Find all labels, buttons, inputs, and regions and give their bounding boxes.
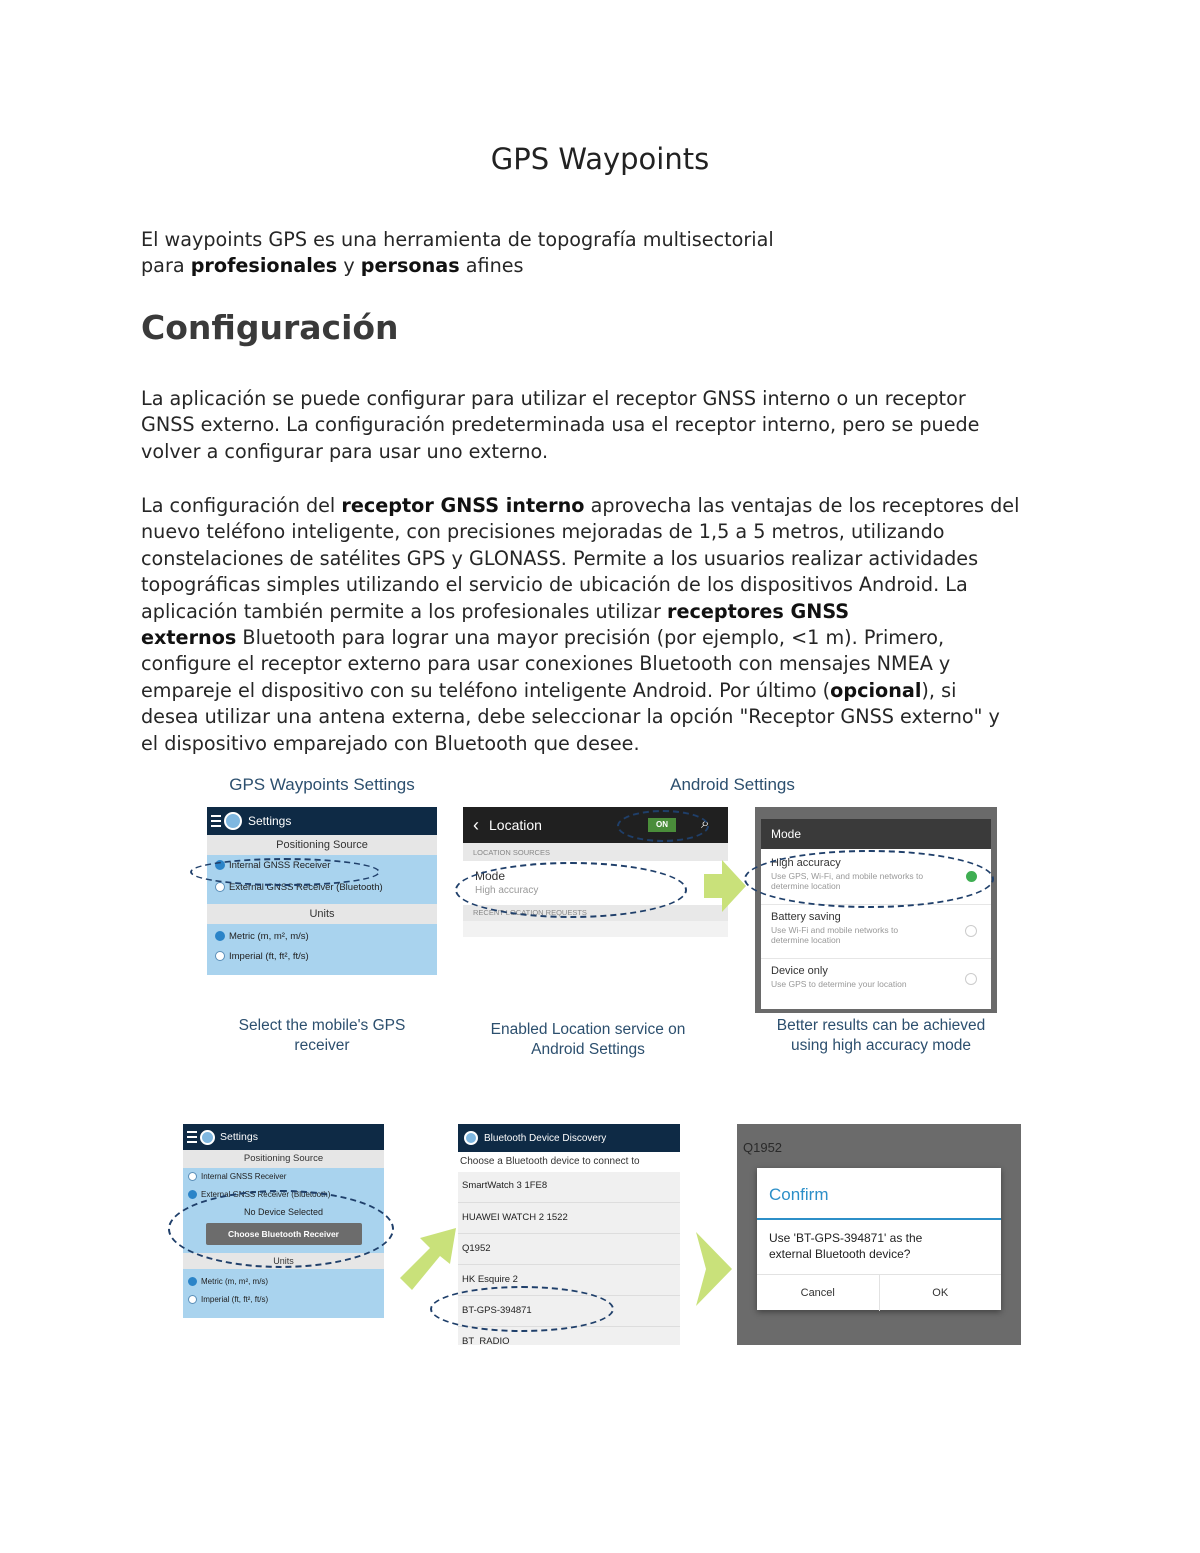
back-icon[interactable]: ‹ xyxy=(473,814,479,835)
app-logo-icon xyxy=(224,812,242,830)
section-heading: Configuración xyxy=(141,308,399,347)
bt-titlebar xyxy=(458,1124,680,1152)
p2-line: desea utilizar una antena externa, debe seleccionar la opción "Receptor GNSS externo" y xyxy=(141,705,1000,729)
highlight-ellipse xyxy=(617,810,709,842)
location-sources-label: LOCATION SOURCES xyxy=(463,843,728,861)
fig1-header-right: Android Settings xyxy=(670,775,795,794)
option-metric[interactable]: Metric (m, m², m/s) xyxy=(207,927,437,947)
mode-dialog xyxy=(761,819,991,1009)
option-internal[interactable]: Internal GNSS Receiver xyxy=(183,1168,384,1186)
mode-label: Mode xyxy=(475,869,506,883)
mode-value: High accuracy xyxy=(475,885,539,896)
settings-screenshot-1 xyxy=(207,807,437,975)
mode-option-device-only[interactable]: Device only Use GPS to determine your location xyxy=(761,959,991,1007)
mode-dialog-screenshot xyxy=(755,807,997,1013)
p2-line: constelaciones de satélites GPS y GLONASS. Permite a los usuarios realizar actividades xyxy=(141,546,979,570)
location-title: Location xyxy=(489,817,542,833)
confirm-message: Use 'BT-GPS-394871' as the external Bluetooth device? xyxy=(769,1231,923,1261)
highlight-ellipse xyxy=(168,1190,394,1268)
mode-option-battery-saving[interactable]: Battery saving Use Wi-Fi and mobile networks to determine location xyxy=(761,905,991,959)
bt-device-item[interactable]: BT_RADIO xyxy=(462,1336,510,1345)
p1-line: La aplicación se puede configurar para utilizar el receptor GNSS interno o un receptor xyxy=(141,387,966,410)
bold-profesionales: profesionales xyxy=(190,254,338,278)
bt-device-item[interactable]: HK Esquire 2 xyxy=(458,1265,680,1296)
menu-icon xyxy=(211,815,221,827)
p2-line: externos Bluetooth para lograr una mayor precisión (por ejemplo, <1 m). Primero, xyxy=(141,626,945,650)
p2-line: empareje el dispositivo con su teléfono inteligente Android. Por último (opcional), si xyxy=(141,678,957,702)
app-logo-icon xyxy=(464,1131,478,1145)
ok-button[interactable]: OK xyxy=(932,1287,949,1299)
recent-requests-label: RECENT LOCATION REQUESTS xyxy=(463,905,728,921)
highlight-ellipse xyxy=(190,858,380,886)
confirm-screenshot xyxy=(737,1124,1021,1345)
settings-title: Settings xyxy=(220,1131,258,1143)
confirm-title: Confirm xyxy=(757,1168,1001,1220)
settings-title: Settings xyxy=(248,814,292,828)
caption-enabled-location: Enabled Location service on Android Settings xyxy=(490,1021,686,1058)
mode-option-high-accuracy[interactable]: High accuracy Use GPS, Wi-Fi, and mobile networks to determine location xyxy=(761,849,991,905)
p2-line: el dispositivo emparejado con Bluetooth que desee. xyxy=(141,731,640,755)
option-external[interactable]: External GNSS Receiver (Bluetooth) xyxy=(183,1186,384,1204)
settings-titlebar xyxy=(207,807,437,835)
radio-empty-icon xyxy=(965,925,977,937)
bold-personas: personas xyxy=(360,254,460,278)
caption-high-accuracy: Better results can be achieved using high accuracy mode xyxy=(776,1017,986,1054)
paragraph-2 xyxy=(141,493,1071,757)
radio-selected-icon xyxy=(215,931,225,941)
option-imperial[interactable]: Imperial (ft, ft², ft/s) xyxy=(183,1291,384,1309)
radio-empty-icon xyxy=(215,951,225,961)
radio-empty-icon xyxy=(188,1295,197,1304)
highlight-ellipse xyxy=(455,862,687,918)
option-metric[interactable]: Metric (m, m², m/s) xyxy=(183,1273,384,1291)
paragraph-1 xyxy=(141,386,1071,465)
bt-device-item[interactable]: BT-GPS-394871 xyxy=(458,1296,680,1327)
intro-line-2: para profesionales y personas afines xyxy=(141,254,524,278)
radio-selected-icon xyxy=(188,1277,197,1286)
option-internal[interactable]: Internal GNSS Receiver xyxy=(207,855,437,877)
mode-dialog-title: Mode xyxy=(761,819,991,849)
bt-device-item[interactable]: HUAWEI WATCH 2 1522 xyxy=(458,1203,680,1234)
intro-line-1: El waypoints GPS es una herramienta de topografía multisectorial xyxy=(141,228,774,251)
bt-title: Bluetooth Device Discovery xyxy=(484,1132,607,1144)
arrow-right-icon xyxy=(400,1228,456,1298)
document-title: GPS Waypoints xyxy=(490,142,710,176)
arrow-right-icon xyxy=(704,860,746,912)
p2-line: aplicación también permite a los profesionales utilizar receptores GNSS xyxy=(141,599,850,623)
units-header: Units xyxy=(207,904,437,924)
menu-icon xyxy=(187,1131,197,1143)
intro-paragraph xyxy=(141,227,1071,280)
positioning-source-header: Positioning Source xyxy=(183,1150,384,1168)
radio-empty-icon xyxy=(188,1172,197,1181)
option-imperial[interactable]: Imperial (ft, ft², ft/s) xyxy=(207,947,437,967)
bt-device-item[interactable]: SmartWatch 3 1FE8 xyxy=(458,1172,680,1203)
p2-line: configure el receptor externo para usar conexiones Bluetooth con mensajes NMEA y xyxy=(141,652,951,676)
search-icon[interactable]: ⌕ xyxy=(701,815,710,832)
highlight-ellipse xyxy=(430,1286,614,1332)
radio-selected-icon xyxy=(188,1190,197,1199)
p2-line: nuevo teléfono inteligente, con precisiones mejoradas de 1,5 a 5 metros, utilizando xyxy=(141,520,945,544)
settings-titlebar xyxy=(183,1124,384,1150)
radio-empty-icon xyxy=(965,973,977,985)
p1-line: GNSS externo. La configuración predeterminada usa el receptor interno, pero se puede xyxy=(141,413,980,437)
confirm-dialog xyxy=(757,1168,1001,1310)
arrow-right-icon xyxy=(696,1232,732,1306)
units-header: Units xyxy=(183,1253,384,1269)
fig1-header-left: GPS Waypoints Settings xyxy=(229,775,415,794)
caption-select-receiver: Select the mobile's GPS receiver xyxy=(238,1017,406,1054)
bt-prompt: Choose a Bluetooth device to connect to xyxy=(458,1152,680,1172)
no-device-label: No Device Selected xyxy=(243,1207,324,1217)
p2-line: La configuración del receptor GNSS interno aprovecha las ventajas de los receptores del xyxy=(141,494,1020,517)
positioning-source-header: Positioning Source xyxy=(207,835,437,855)
p2-line: topográficas simples utilizando el servicio de ubicación de los dispositivos Android. La xyxy=(141,573,968,597)
highlight-ellipse xyxy=(744,850,994,908)
background-item: Q1952 xyxy=(743,1140,783,1155)
p1-line: volver a configurar para usar uno externo. xyxy=(141,439,549,463)
location-toggle[interactable]: ON xyxy=(648,818,676,832)
confirm-actions xyxy=(757,1274,1001,1311)
radio-empty-icon xyxy=(215,882,225,892)
cancel-button[interactable]: Cancel xyxy=(757,1275,880,1311)
app-logo-icon xyxy=(200,1130,215,1145)
choose-bluetooth-button[interactable]: Choose Bluetooth Receiver xyxy=(206,1223,362,1245)
option-external[interactable]: External GNSS Receiver (Bluetooth) xyxy=(207,877,437,899)
bt-device-item[interactable]: Q1952 xyxy=(458,1234,680,1265)
